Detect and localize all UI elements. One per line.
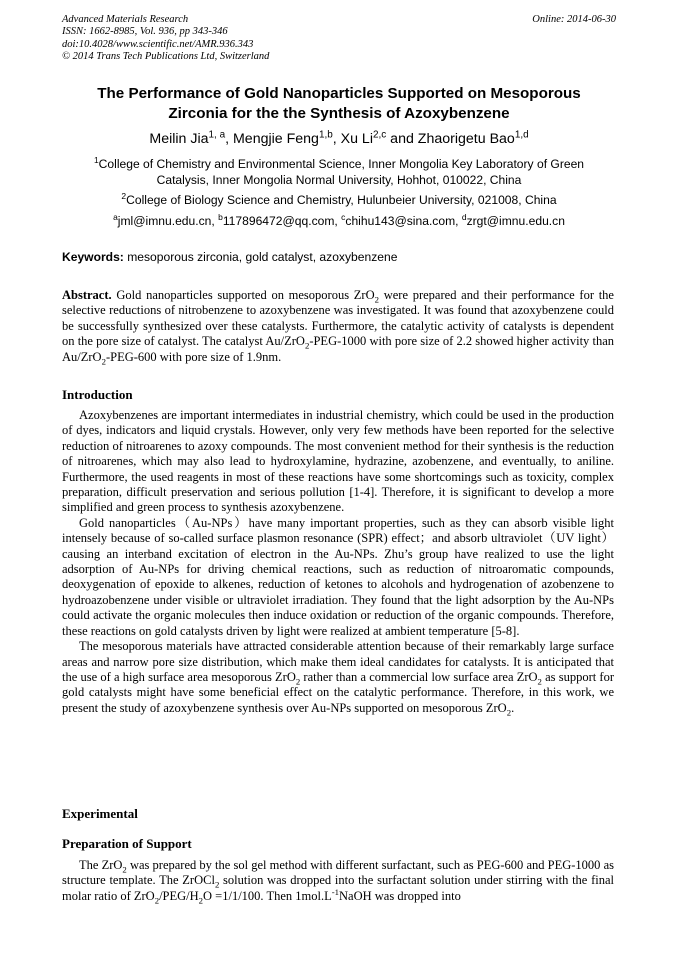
author-affiliation-marker: 1,b (318, 129, 333, 141)
journal-copyright: © 2014 Trans Tech Publications Ltd, Switzerland (62, 50, 270, 62)
author-name: Zhaorigetu Bao (417, 131, 515, 147)
journal-issn: ISSN: 1662-8985, Vol. 936, pp 343-346 (62, 26, 228, 38)
author-affiliation-marker: 1, a (208, 129, 226, 141)
subsection-preparation-heading: Preparation of Support (62, 836, 192, 851)
preparation-paragraph: The ZrO$_2$ was prepared by the sol gel method with different surfactant, such as PEG-600 and PEG-1000 as structure template. The ZrOCl$_2$ solution was dropped into the surfactant solution under stirring with the final molar ratio of $ZrO_2/PEG/H_2O =1/1/100$. Then $1mol.L^{-1}NaOH$ was dropped into (62, 858, 614, 906)
abstract-text: Gold nanoparticles supported on mesoporous ZrO$_2$ were prepared and their performance for the selective reductions of nitrobenzene to azoxybenzene was investigated. It was found that azoxybenzene could be successfully synthesized over these catalysts. Furthermore, the catalytic activity of catalysts is dependent on the pore size of catalyst. The catalyst Au/ZrO$_2$-PEG-1000 with pore size of 2.2 showed higher activity than Au/ZrO$_2$-PEG-600 with pore size of 1.9nm. (62, 288, 615, 367)
keywords-label: Keywords: (62, 250, 124, 264)
affiliation-2-line-1: College of Biology Science and Chemistry, Hulunbeier University, 021008, China (126, 193, 557, 207)
journal-name: Advanced Materials Research (62, 14, 189, 25)
email-address: jml@imnu.edu.cn (117, 214, 212, 228)
author-list: Meilin Jia$^{1, a}$, Mengjie Feng$^{1,b}$, Xu Li$^{2,c}$ and Zhaorigetu Bao$^{1,d}$ (149, 129, 529, 147)
title-line-2: Zirconia for the the Synthesis of Azoxybenzene (168, 104, 510, 122)
author-affiliation-marker: 1,d (514, 129, 529, 141)
email-address: 117896472@qq.com (222, 214, 335, 228)
email-marker: d (461, 211, 467, 222)
email-marker: c (341, 211, 346, 222)
keywords-text: mesoporous zirconia, gold catalyst, azoxybenzene (123, 250, 398, 264)
journal-header (62, 14, 616, 63)
affiliation-1-line-2: Catalysis, Inner Mongolia Normal University, Hohhot, 010022, China (156, 173, 522, 188)
paper-title (62, 84, 616, 123)
affiliation-1-line-1: College of Chemistry and Environmental Science, Inner Mongolia Key Laboratory of Green (98, 157, 585, 171)
email-address: zrgt@imnu.edu.cn (466, 214, 565, 228)
email-address: chihu143@sina.com (345, 214, 456, 228)
introduction-paragraph: Gold nanoparticles（Au-NPs）have many important properties, such as they can absorb visible light intensely because of so-called surface plasmon resonance (SPR) effect；and absorb ultraviolet（UV light）causing an interband excitation of electron in the Au-NPs. Zhu’s group have realized to use the light adsorption of Au-NPs for driving chemical reactions, such as reduction of nitroaromatic compounds, deoxygenation of epoxide to alkenes, reduction of ketones to alcohols and hydrogenation of azobenzene to hydroazobenzene under visible or ultraviolet irradiation. They found that the light adsorption by the Au-NPs could activate the organic molecules then induce oxidation or reduction of the organic compounds. Therefore, these reactions on gold catalysts driven by light were realized at ambient temperature [5-8]. (62, 515, 614, 638)
abstract-label: Abstract. (62, 288, 112, 302)
author-name: Mengjie Feng (232, 131, 319, 147)
online-date: Online: 2014-06-30 (532, 14, 616, 25)
author-name: Meilin Jia (149, 131, 209, 147)
affiliation-2 (62, 192, 616, 208)
section-experimental-heading: Experimental (62, 806, 138, 821)
preparation-body (62, 858, 614, 904)
introduction-paragraph: Azoxybenzenes are important intermediates in industrial chemistry, which could be used in the production of dyes, indicators and liquid crystals. However, only very few methods have been reported for the selective reduction of nitroarenes to azoxy compounds. The most convenient method for their synthesis is the reduction of nitroarenes, which may also lead to hydroxylamine, hydrazine, azobenzene, and eventually, to aniline. Furthermore, the used reagents in most of these reactions have some shortcomings such as toxicity, complex preparation, difficult preservation and serious pollution [1-4]. Therefore, it is significant to develop a more simplified and green process to synthesis azoxybenzene. (62, 408, 614, 515)
affiliation-1 (62, 156, 616, 189)
email-marker: a (113, 211, 118, 222)
section-introduction-heading: Introduction (62, 387, 133, 402)
author-affiliation-marker: 2,c (372, 129, 387, 141)
affiliation-2-marker: 2 (121, 190, 127, 201)
author-name: Xu Li (340, 131, 373, 147)
email-marker: b (218, 211, 223, 222)
abstract (62, 288, 614, 365)
introduction-paragraph: The mesoporous materials have attracted considerable attention because of their remarkably large surface areas and narrow pore size distribution, which make them ideal candidates for catalysts. It is anticipated that the use of a high surface area mesoporous ZrO$_2$ rather than a commercial low surface area ZrO$_2$ as support for gold catalysts might have some beneficial effect on the catalytic performance. Therefore, in this work, we present the study of azoxybenzene synthesis over Au-NPs supported on mesoporous ZrO$_2$. (62, 639, 614, 718)
journal-doi: doi:10.4028/www.scientific.net/AMR.936.343 (62, 38, 254, 50)
email-list: $^a$jml@imnu.edu.cn, $^b$117896472@qq.com, $^c$chihu143@sina.com, $^d$zrgt@imnu.edu.cn (113, 211, 565, 228)
introduction-body (62, 408, 614, 716)
title-line-1: The Performance of Gold Nanoparticles Supported on Mesoporous (97, 85, 581, 102)
affiliation-1-marker: 1 (93, 154, 99, 165)
keywords (62, 250, 616, 264)
